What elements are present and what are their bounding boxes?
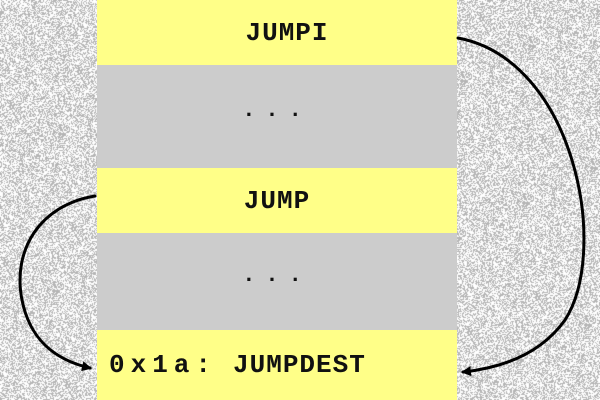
lower-ellipsis: ... [242, 263, 312, 288]
jumpi-block [97, 0, 457, 65]
lower-gap-block [97, 233, 457, 330]
jumpdest-block [97, 330, 457, 400]
jump-block [97, 168, 457, 233]
jumpi-label: JUMPI [245, 17, 329, 48]
jump-label: JUMP [243, 185, 311, 216]
upper-ellipsis: ... [242, 98, 312, 123]
jumpdest-address: 0x1a: [109, 350, 218, 380]
jumpdest-label: JUMPDEST [233, 350, 366, 380]
upper-gap-block [97, 65, 457, 168]
bytecode-column [97, 0, 457, 400]
